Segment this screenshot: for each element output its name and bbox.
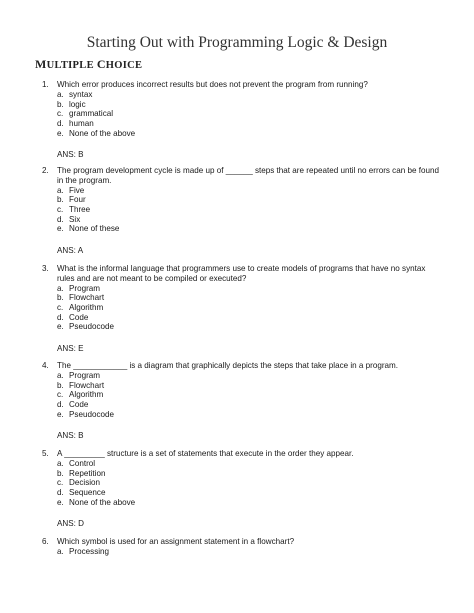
option-item [57, 109, 442, 119]
option-letter: e. [57, 224, 64, 234]
option-item [57, 488, 442, 498]
option-letter: d. [57, 487, 64, 497]
question-3 [42, 264, 442, 354]
option-letter: a. [57, 283, 64, 293]
option-letter: e. [57, 409, 64, 419]
option-text: Processing [69, 546, 110, 556]
option-item [57, 400, 442, 410]
option-letter: c. [57, 303, 64, 312]
option-letter: a. [57, 89, 64, 99]
question-stem [42, 361, 442, 371]
option-text: Flowchart [69, 380, 105, 390]
option-text: None of the above [69, 128, 136, 138]
option-text: grammatical [69, 109, 114, 119]
answer-key: ANS: B [57, 150, 84, 160]
option-letter: d. [57, 118, 64, 128]
option-text: Six [69, 214, 81, 224]
option-letter: b. [57, 380, 64, 390]
option-letter: e. [57, 322, 64, 332]
option-item [57, 459, 442, 469]
option-item [57, 547, 442, 557]
option-text: logic [69, 99, 86, 109]
option-text: Repetition [69, 468, 106, 478]
option-list [42, 547, 442, 557]
option-item [57, 469, 442, 479]
option-text: Algorithm [69, 390, 104, 400]
page-title: Starting Out with Programming Logic & Design [86, 34, 388, 51]
question-stem [42, 80, 442, 90]
question-number: 5. [42, 449, 49, 458]
option-item [57, 390, 442, 400]
question-text: A _________ structure is a set of statements that execute in the order they appear. [57, 449, 354, 458]
option-letter: c. [57, 205, 64, 214]
question-4 [42, 361, 442, 441]
option-letter: c. [57, 478, 64, 488]
option-text: Code [69, 399, 89, 409]
option-text: Pseudocode [69, 409, 115, 419]
option-text: Three [69, 205, 91, 214]
option-list [42, 284, 442, 333]
question-text: The ____________ is a diagram that graphically depicts the steps that take place in a program. [57, 361, 399, 370]
option-list [42, 459, 442, 508]
option-item [57, 478, 442, 488]
question-text: Which error produces incorrect results but does not prevent the program from running? [57, 80, 368, 89]
question-number: 1. [42, 80, 49, 89]
option-text: Pseudocode [69, 322, 115, 332]
question-5 [42, 449, 442, 529]
question-stem [42, 264, 442, 284]
question-stem [42, 449, 442, 459]
option-letter: d. [57, 214, 64, 224]
question-number: 3. [42, 264, 49, 273]
option-item [57, 371, 442, 381]
option-text: human [69, 118, 94, 128]
section-heading: MULTIPLE CHOICE [35, 57, 143, 71]
option-text: Flowchart [69, 293, 105, 303]
option-item [57, 186, 442, 196]
option-text: Program [69, 283, 101, 293]
option-text: Algorithm [69, 303, 104, 312]
option-item [57, 284, 442, 294]
option-item [57, 119, 442, 129]
option-text: syntax [69, 89, 93, 99]
question-1 [42, 80, 442, 160]
option-letter: b. [57, 293, 64, 303]
option-item [57, 322, 442, 332]
option-letter: b. [57, 99, 64, 109]
option-letter: e. [57, 128, 64, 138]
question-number: 2. [42, 166, 49, 175]
option-item [57, 100, 442, 110]
option-text: Program [69, 370, 101, 380]
question-number: 6. [42, 537, 49, 546]
option-letter: d. [57, 312, 64, 322]
option-item [57, 90, 442, 100]
option-list [42, 90, 442, 139]
option-letter: b. [57, 468, 64, 478]
option-letter: a. [57, 458, 64, 468]
option-item [57, 498, 442, 508]
option-letter: a. [57, 185, 64, 195]
option-item [57, 195, 442, 205]
option-item [57, 313, 442, 323]
question-text: The program development cycle is made up of ______ steps that are repeated until no errors can be found in the program. [57, 166, 439, 185]
option-letter: e. [57, 497, 64, 507]
option-item [57, 381, 442, 391]
question-stem [42, 537, 442, 547]
option-item [57, 215, 442, 225]
answer-key: ANS: E [57, 344, 84, 354]
question-text: Which symbol is used for an assignment statement in a flowchart? [57, 537, 295, 546]
option-text: Four [69, 195, 86, 205]
option-item [57, 303, 442, 313]
option-letter: c. [57, 109, 64, 119]
option-letter: d. [57, 399, 64, 409]
option-list [42, 371, 442, 420]
option-text: Decision [69, 478, 101, 488]
option-item [57, 224, 442, 234]
option-list [42, 186, 442, 235]
option-text: Control [69, 458, 96, 468]
option-text: Five [69, 185, 85, 195]
answer-key: ANS: D [57, 519, 84, 529]
option-text: None of the above [69, 497, 136, 507]
option-letter: c. [57, 390, 64, 400]
question-2 [42, 166, 442, 256]
option-letter: b. [57, 195, 64, 205]
option-text: Sequence [69, 487, 106, 497]
option-text: None of these [69, 224, 120, 234]
question-text: What is the informal language that programmers use to create models of programs that have no syntax rules and are not meant to be compiled or executed? [57, 264, 426, 283]
option-letter: a. [57, 370, 64, 380]
option-item [57, 129, 442, 139]
option-item [57, 293, 442, 303]
answer-key: ANS: B [57, 431, 84, 441]
option-item [57, 205, 442, 215]
question-6 [42, 537, 442, 557]
question-stem [42, 166, 442, 186]
option-text: Code [69, 312, 89, 322]
question-number: 4. [42, 361, 49, 370]
option-letter: a. [57, 546, 64, 556]
answer-key: ANS: A [57, 246, 84, 256]
option-item [57, 410, 442, 420]
